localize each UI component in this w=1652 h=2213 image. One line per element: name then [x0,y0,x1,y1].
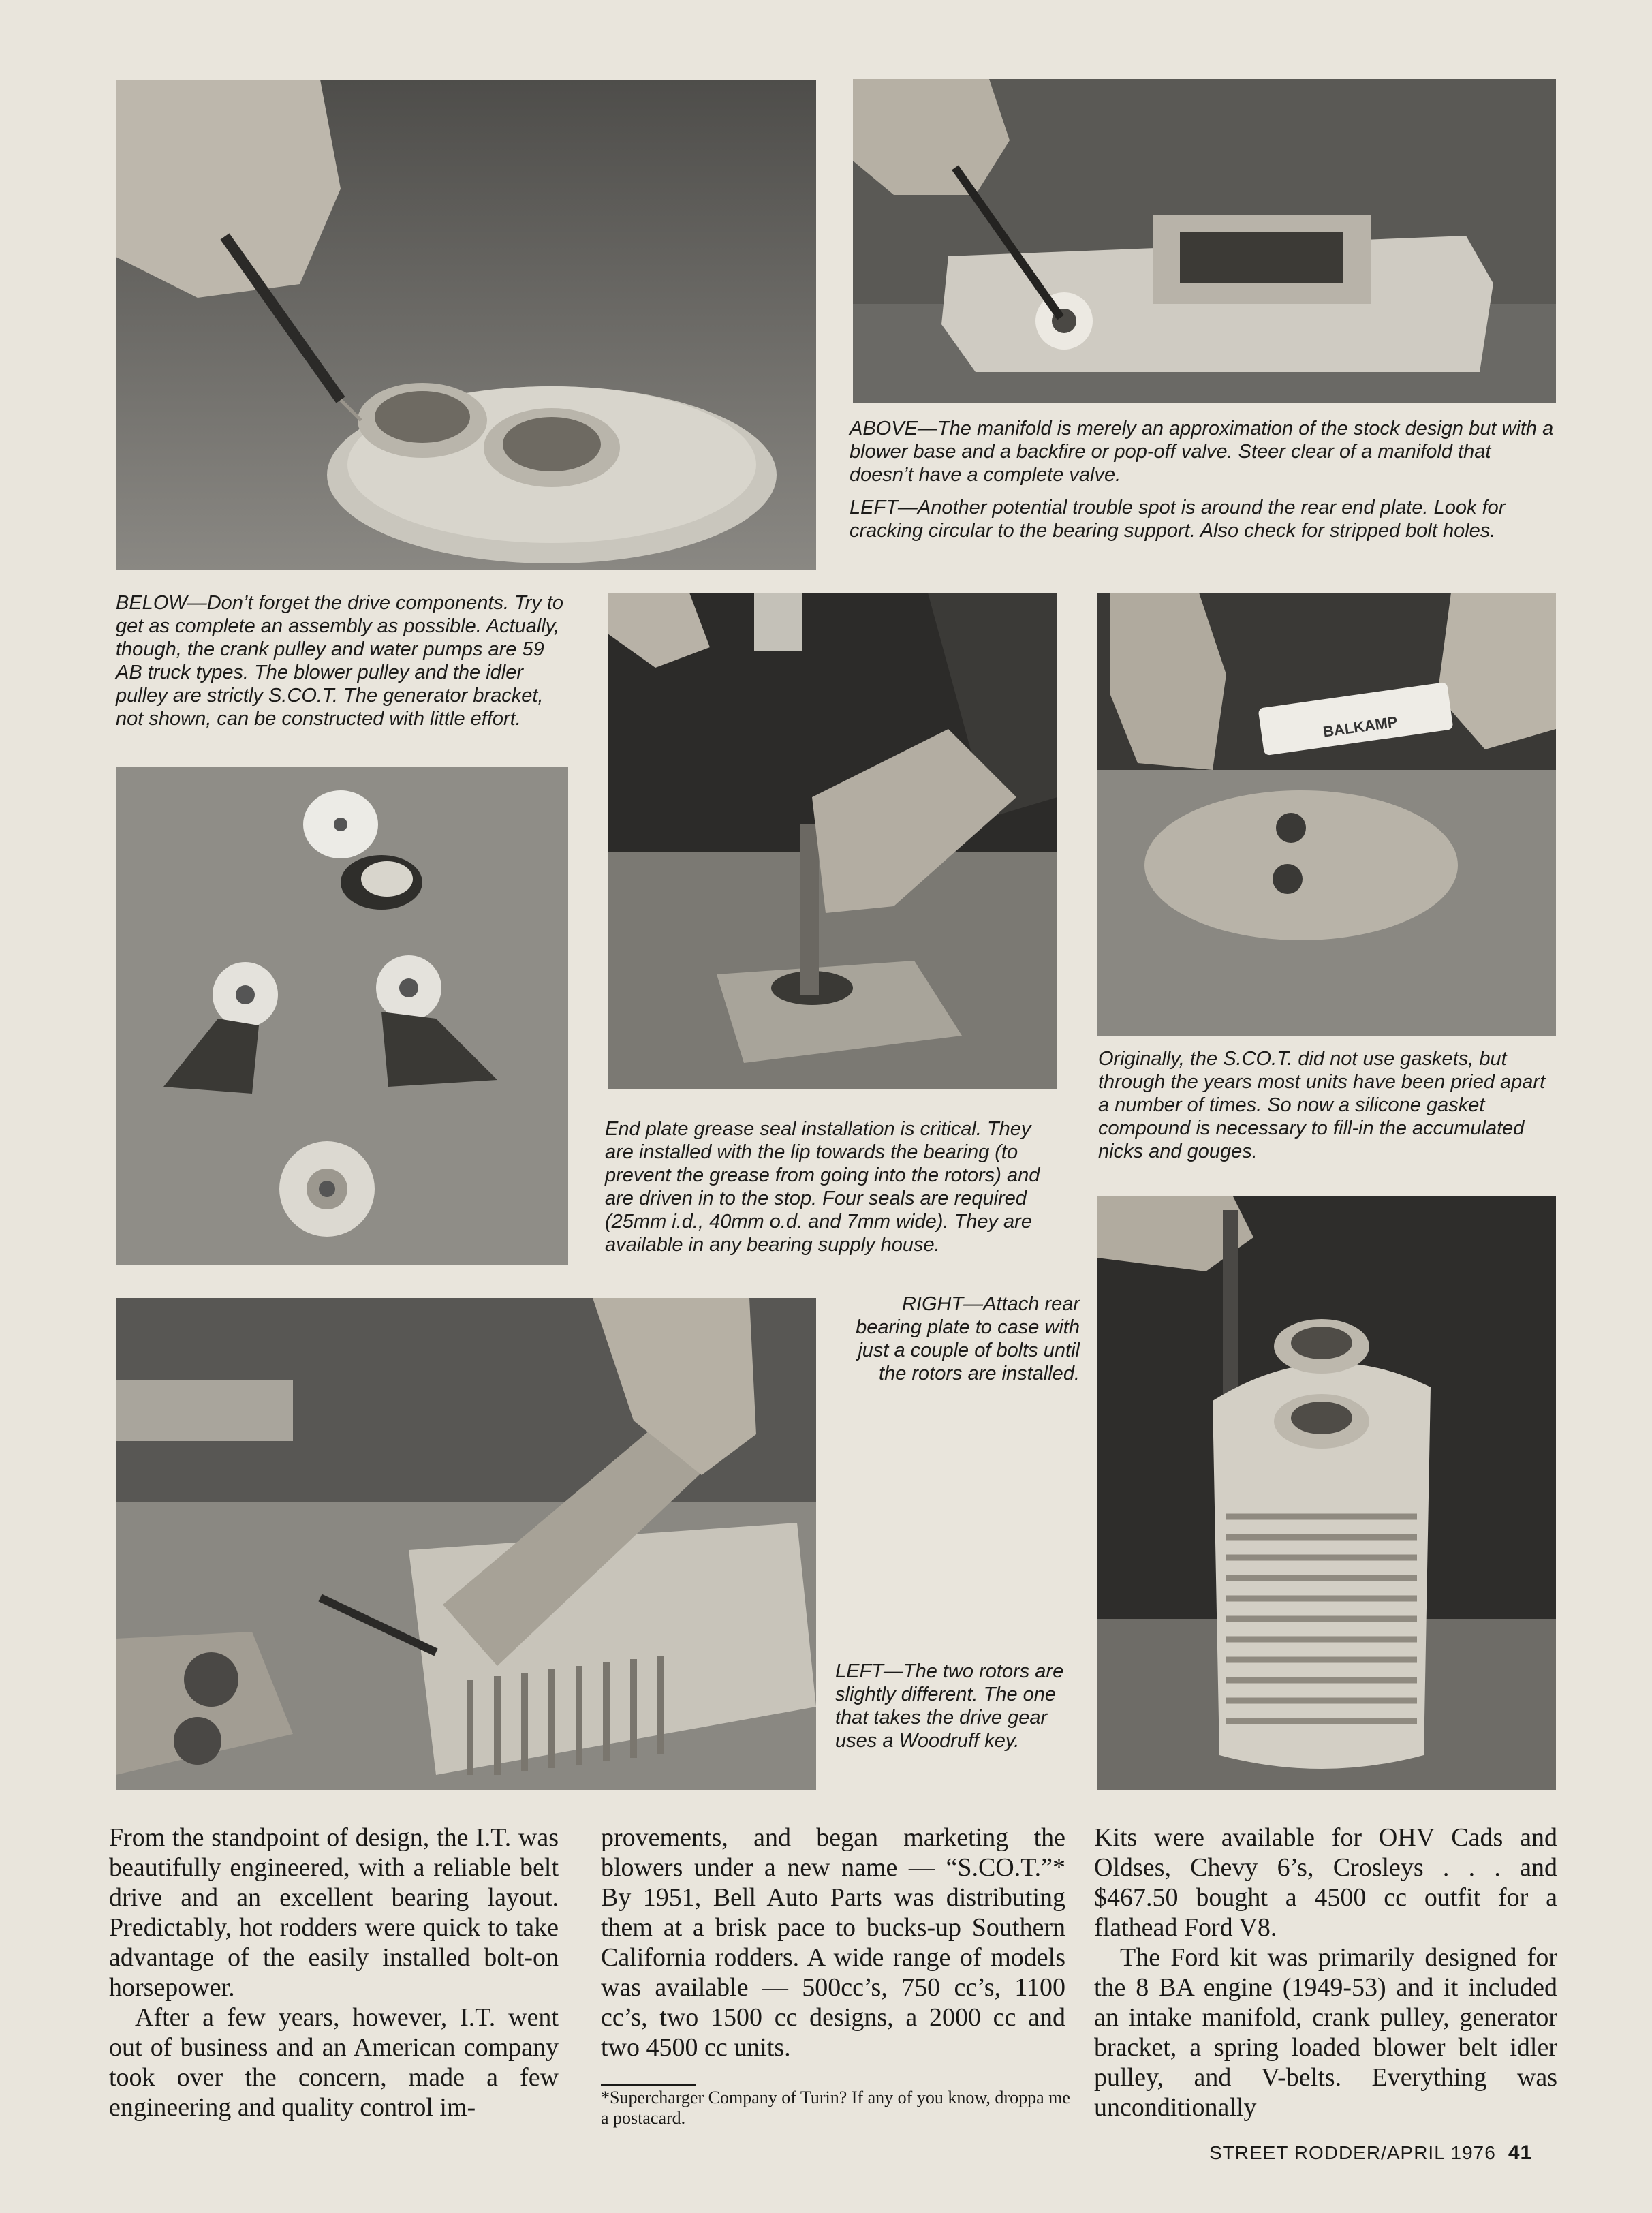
caption-left-rotors [835,1660,1070,1762]
photo-manifold [853,79,1556,403]
caption-grease-seal-text: End plate grease seal installation is critical. They are installed with the lip towards the bearing (to prevent the grease from going into the rotors) and are driven in to the stop. Four seals are required (25mm i.d., 40mm o.d. and 7mm wide). They are available in any bearing supply house. [605,1118,1040,1256]
photo-grease-seal [608,593,1057,1089]
manifold-illustration [853,79,1556,403]
article-col1-para2: After a few years, however, I.T. went out of business and an American company took over the concern, made a few engineering and quality control im- [109,2003,559,2122]
caption-left-rotors-text: LEFT—The two rotors are slightly different. The one that takes the drive gear uses a Woodruff key. [835,1660,1064,1752]
footnote-text: *Supercharger Company of Turin? If any of you know, droppa me a postacard. [601,2088,1070,2128]
caption-gaskets [1098,1047,1561,1173]
caption-below-drive-components [116,591,574,740]
folio-page-number: 41 [1508,2141,1533,2164]
rear-bearing-plate-illustration [1097,1196,1556,1790]
caption-right-bearing-text: RIGHT—Attach rear bearing plate to case with just a couple of bolts until the rotors are installed. [856,1293,1080,1384]
article-col2-para1: provements, and began marketing the blowers under a new name — “S.CO.T.”* By 1951, Bell Auto Parts was distributing them at a brisk pace to bucks-up Southern California rodders. A wide range of models was available — 500cc’s, 750 cc’s, 1100 cc’s, two 1500 cc designs, a 2000 cc and two 4500 cc units. [601,1823,1065,2062]
balkamp-tube-label: BALKAMP [1322,713,1399,741]
caption-grease-seal [605,1117,1061,1266]
caption-below-text: BELOW—Don’t forget the drive components. Try to get as complete an assembly as possible. Actually, though, the crank pulley and water pumps are 59 AB truck types. The blower pulley and the idler pulley are strictly S.CO.T. The generator bracket, not shown, can be constructed with little effort. [116,592,564,730]
article-col3-para1: Kits were available for OHV Cads and Oldses, Chevy 6’s, Crosleys . . . and $467.50 bought a 4500 cc outfit for a flathead Ford V8. [1094,1823,1557,1942]
caption-right-bearing-plate [841,1293,1080,1395]
footnote [601,2088,1071,2129]
photo-end-plate-inspection [116,80,816,570]
photo-drive-components [116,767,568,1265]
caption-above-manifold [850,417,1558,552]
grease-seal-illustration [608,593,1057,1089]
article-col3-para2: The Ford kit was primarily designed for the 8 BA engine (1949-53) and it included an intake manifold, crank pulley, generator bracket, a spring loaded blower belt idler pulley, and V-belts. Everything was unconditionally [1094,1943,1557,2122]
folio-magazine: STREET RODDER/APRIL 1976 [1209,2142,1496,2163]
end-plate-illustration [116,80,816,570]
page-folio [1209,2141,1563,2165]
photo-rotors [116,1298,816,1790]
article-col1-para1: From the standpoint of design, the I.T. was beautifully engineered, with a reliable belt drive and an excellent bearing layout. Predictably, hot rodders were quick to take advantage of the easily installed bolt-on horsepower. [109,1823,559,2002]
photo-gasket-compound [1097,593,1556,1036]
drive-components-illustration [116,767,568,1265]
caption-gaskets-text: Originally, the S.CO.T. did not use gaskets, but through the years most units have been pried apart a number of times. So now a silicone gasket compound is necessary to fill-in the accumulated nicks and gouges. [1098,1048,1546,1162]
photo-rear-bearing-plate [1097,1196,1556,1790]
rotors-illustration [116,1298,816,1790]
article-column-1 [109,1823,559,2122]
caption-above-text: ABOVE—The manifold is merely an approximation of the stock design but with a blower base and a backfire or pop-off valve. Steer clear of a manifold that doesn’t have a complete valve. [850,418,1554,486]
article-column-2 [601,1823,1065,2062]
article-column-3 [1094,1823,1557,2122]
caption-left-end-plate-text: LEFT—Another potential trouble spot is around the rear end plate. Look for cracking circular to the bearing support. Also check for stripped bolt holes. [850,497,1506,542]
gasket-compound-illustration [1097,593,1556,1036]
footnote-rule [601,2084,696,2086]
